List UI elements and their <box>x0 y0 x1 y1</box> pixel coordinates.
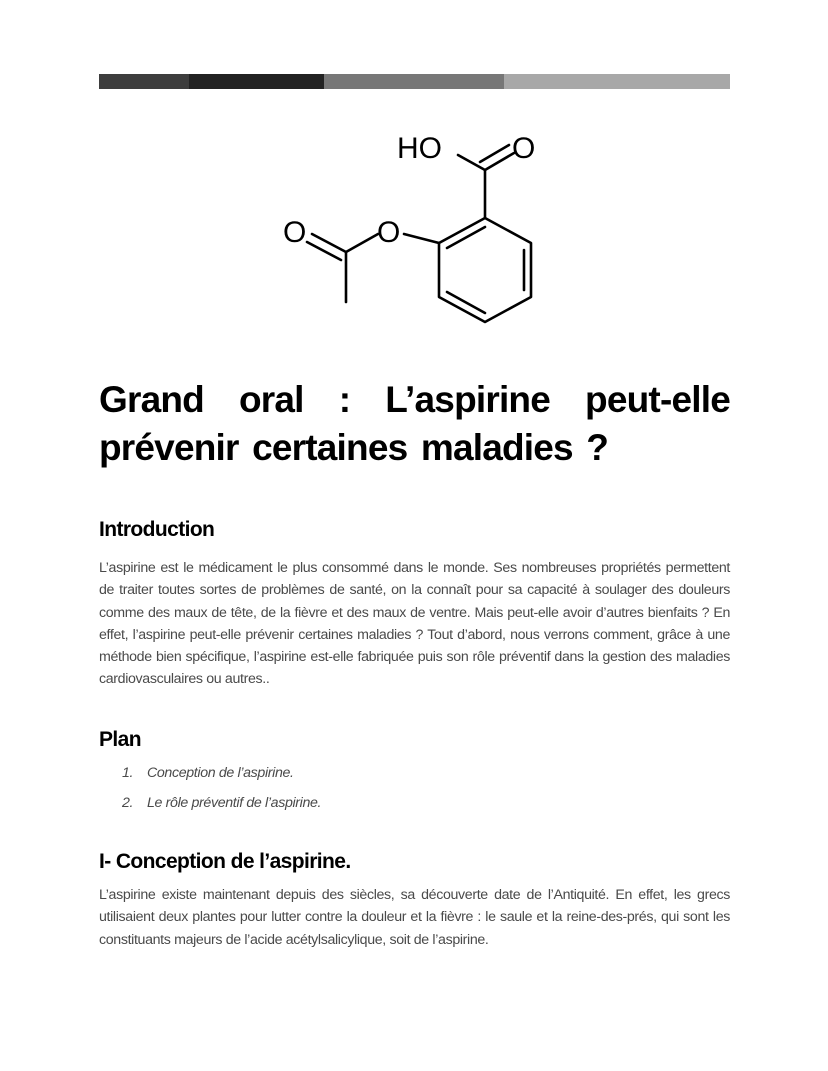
plan-list <box>122 762 321 822</box>
header-bar-segment <box>189 74 324 89</box>
acetyl-carbonyl-bond <box>312 234 346 252</box>
ester-bond <box>404 234 439 243</box>
section-1-paragraph: L’aspirine existe maintenant depuis des siècles, sa découverte date de l’Antiquité. En effet, les grecs utilisaient deux plantes pour lutter contre la douleur et la fièvre : le saule et la reine-des-prés, qui sont les constituants majeurs de l’acide acétylsalicylique, soit de l’aspirine. <box>99 887 730 948</box>
atom-label-o: O <box>377 216 401 249</box>
ring-double-bond <box>447 292 485 313</box>
header-bar-segment <box>324 74 504 89</box>
header-bar-segment <box>504 74 730 89</box>
atom-label-ho: HO <box>397 132 442 165</box>
introduction-paragraph: L’aspirine est le médicament le plus consommé dans le monde. Ses nombreuses propriétés permettent de traiter toutes sortes de problèmes de santé, on la connaît pour sa capacité à soulager des douleurs comme des maux de tête, de la fièvre et des maux de ventre. Mais peut-elle avoir d’autres bienfaits ? En effet, l’aspirine peut-elle prévenir certaines maladies ? Tout d’abord, nous verrons comment, grâce à une méthode bien spécifique, l’aspirine est-elle fabriquée puis son rôle préventif dans la gestion des maladies cardiovasculaires ou autres.. <box>99 560 730 688</box>
page-title: Grand oral : L’aspirine peut-elle prévenir certaines maladies ? <box>99 379 730 468</box>
header-bar-segment <box>99 74 189 89</box>
plan-item-label: Le rôle préventif de l’aspirine. <box>147 795 322 811</box>
atom-label-o: O <box>512 132 536 165</box>
ring-double-bond <box>447 227 485 248</box>
plan-item-number: 1. <box>122 765 134 781</box>
plan-list-item <box>122 762 321 792</box>
ester-bond <box>346 234 378 252</box>
acetyl-carbonyl-bond <box>307 242 341 260</box>
section-1-heading: I- Conception de l’aspirine. <box>99 850 351 873</box>
plan-item-number: 2. <box>122 795 134 811</box>
aspirin-structure-diagram <box>270 118 560 343</box>
plan-heading: Plan <box>99 728 141 751</box>
benzene-ring <box>439 218 531 322</box>
atom-label-o: O <box>283 216 307 249</box>
plan-list-item <box>122 792 321 822</box>
introduction-heading: Introduction <box>99 518 215 541</box>
header-color-bar <box>99 74 730 89</box>
plan-item-label: Conception de l’aspirine. <box>147 765 294 781</box>
